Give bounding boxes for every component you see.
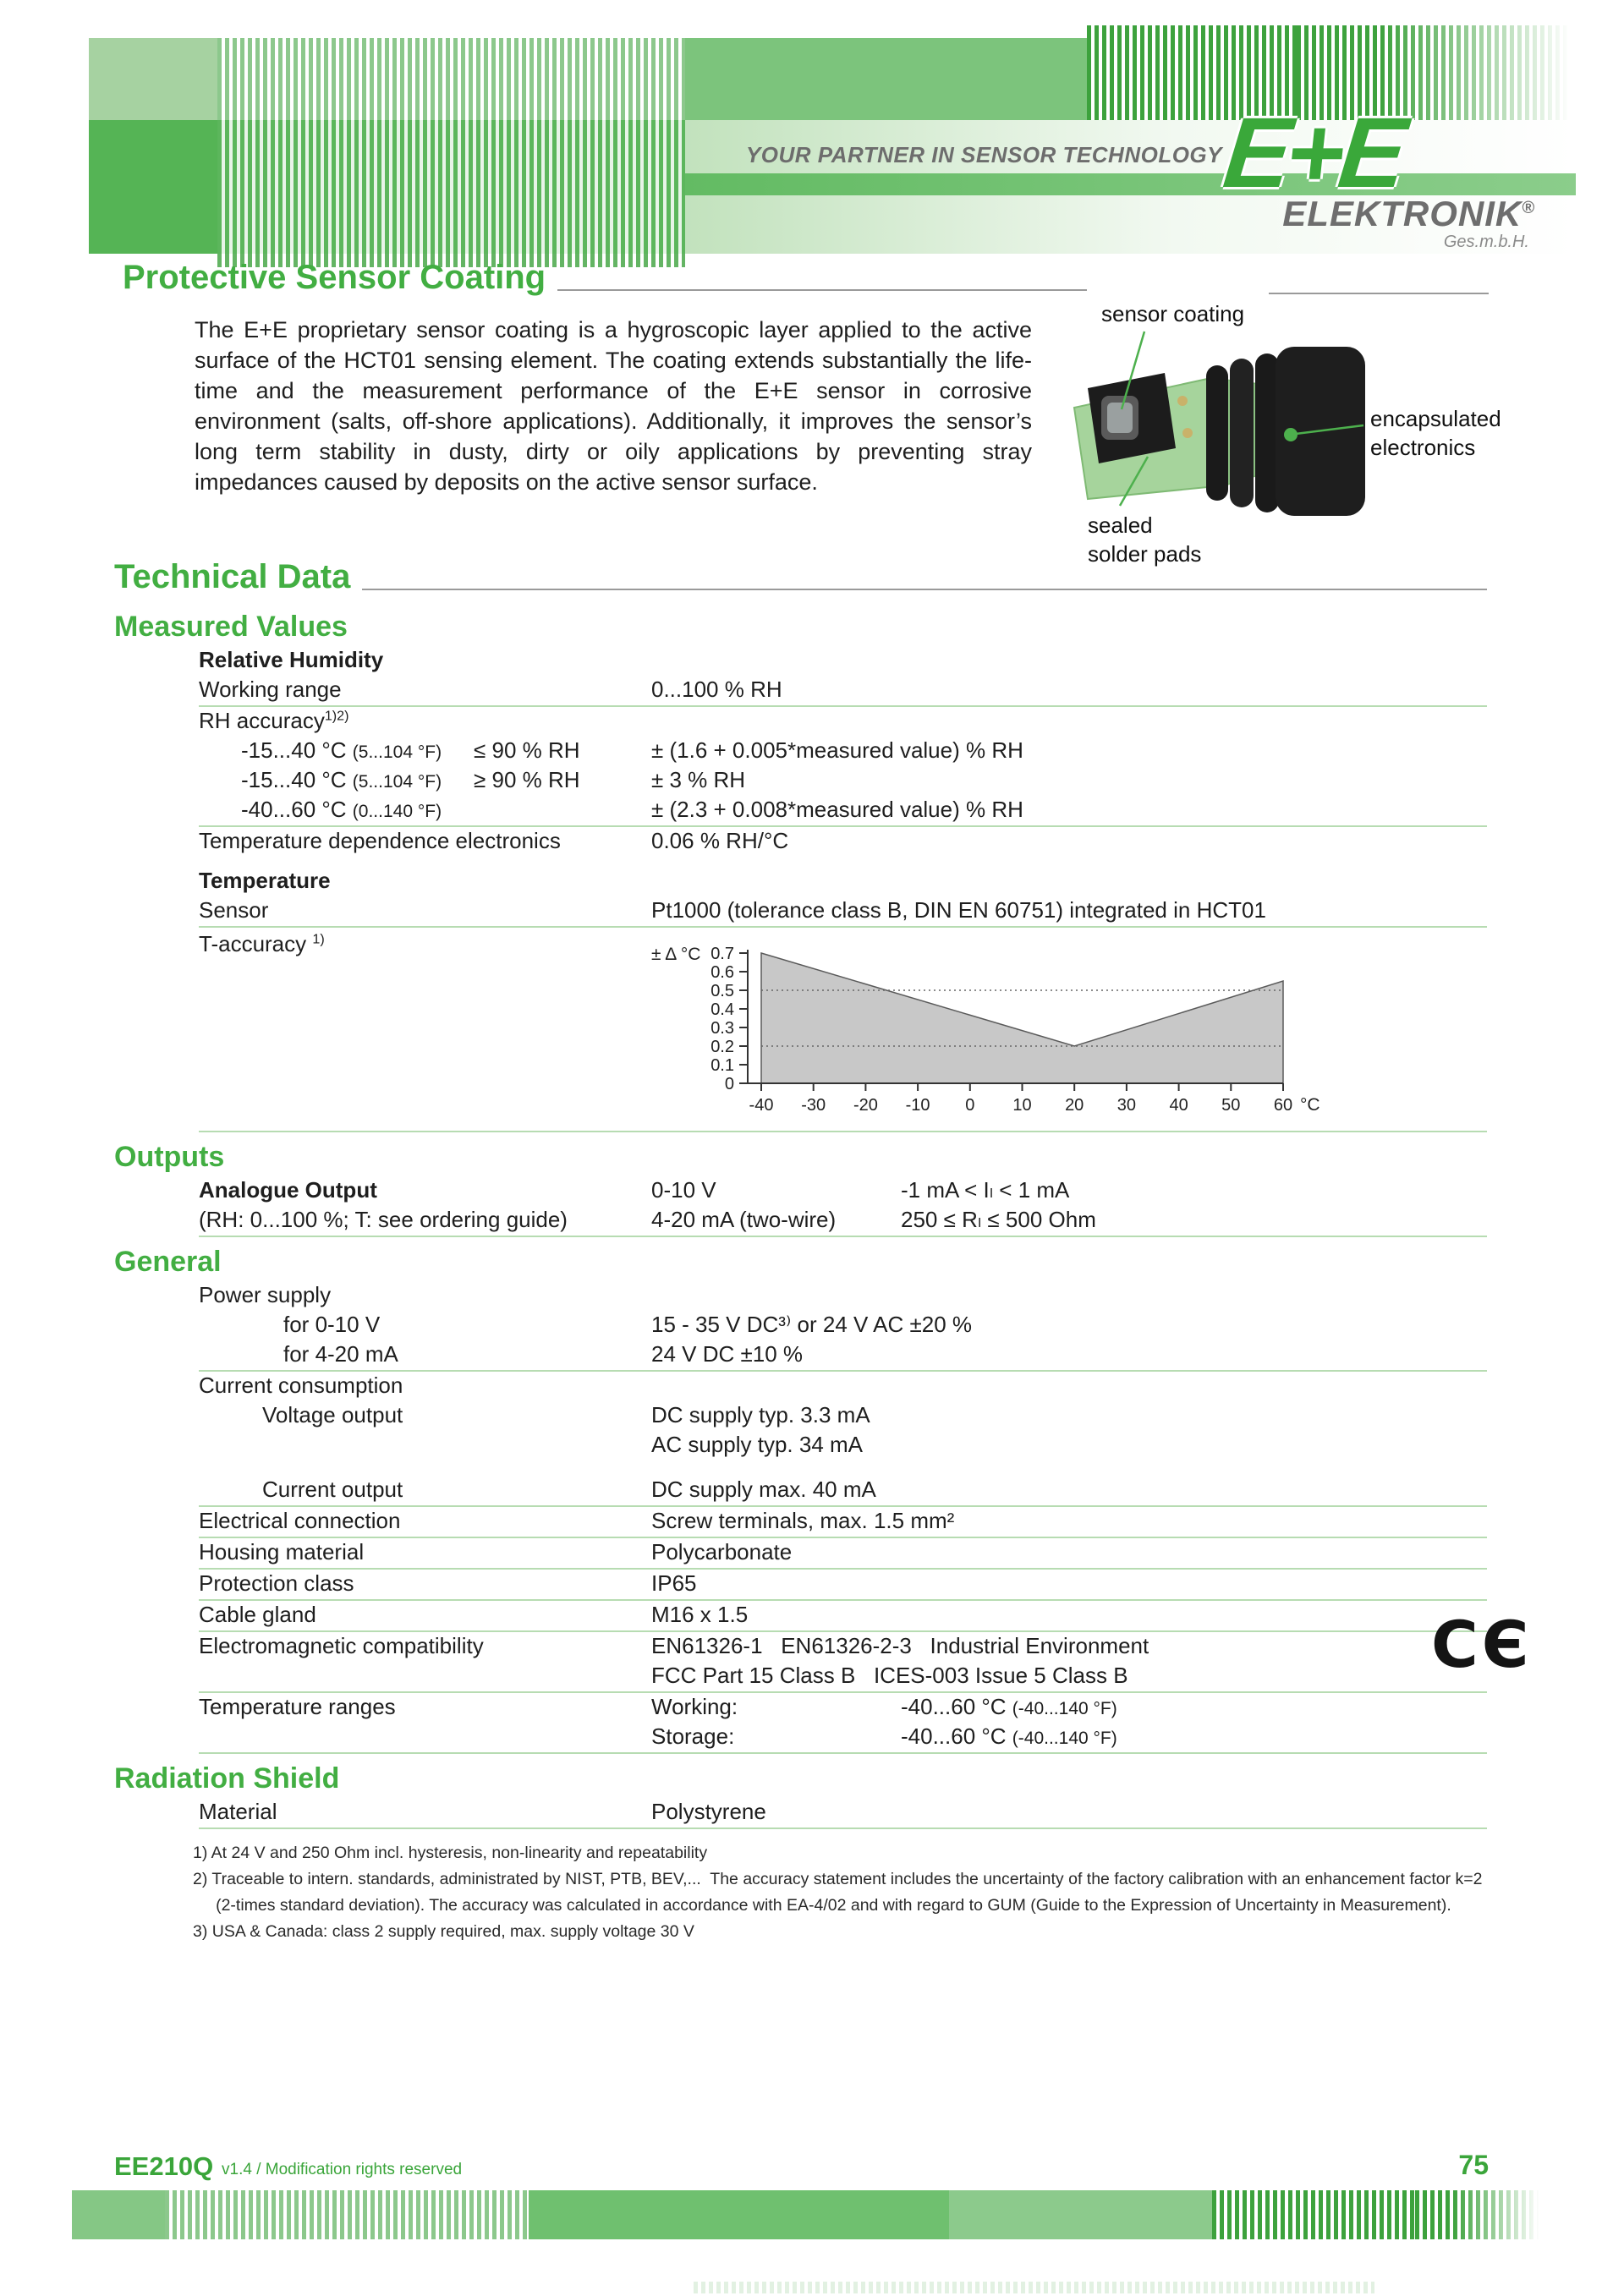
spec-value: 0.06 % RH/°C bbox=[651, 828, 789, 853]
spec-value-2: -1 mA < Iₗ < 1 mA bbox=[901, 1177, 1070, 1203]
coating-title-rule bbox=[557, 289, 1087, 291]
ee-logo: E+E bbox=[1219, 97, 1407, 209]
spec-value: AC supply typ. 34 mA bbox=[651, 1432, 863, 1457]
footer-bar-block bbox=[949, 2190, 1212, 2239]
spec-row bbox=[199, 737, 1487, 766]
footer-version: v1.4 / Modification rights reserved bbox=[222, 2161, 463, 2178]
spec-value: Polystyrene bbox=[651, 1799, 766, 1824]
superscript-note-ref: 1)2) bbox=[324, 708, 349, 724]
registered-mark: ® bbox=[1522, 199, 1535, 217]
solder-pad bbox=[1177, 396, 1188, 406]
spec-value-2: -40...60 °C (-40...140 °F) bbox=[901, 1694, 1117, 1719]
spec-label: (RH: 0...100 %; T: see ordering guide) bbox=[199, 1207, 568, 1232]
spec-row bbox=[199, 896, 1487, 928]
spec-row bbox=[199, 1401, 1487, 1431]
spec-value: 0...100 % RH bbox=[651, 677, 782, 702]
spec-table bbox=[0, 602, 1624, 1829]
encapsulated-label-1: encapsulated bbox=[1370, 406, 1501, 431]
spec-value: ± (2.3 + 0.008*measured value) % RH bbox=[651, 797, 1023, 822]
section-heading: Radiation Shield bbox=[114, 1762, 340, 1795]
spec-row bbox=[199, 1206, 1487, 1237]
spec-row bbox=[199, 1340, 1487, 1372]
spec-label: Voltage output bbox=[262, 1402, 403, 1427]
spec-label: Analogue Output bbox=[199, 1177, 377, 1203]
spec-row bbox=[199, 766, 1487, 796]
header-green-band bbox=[685, 173, 1576, 195]
small-text: (5...104 °F) bbox=[352, 772, 442, 792]
spec-row bbox=[199, 796, 1487, 827]
footnote-line: (2-times standard deviation). The accuracy was calculated in accordance with EA-4/02 and with regard to GUM (Guide to the Expression of Uncertainty in Measurement). bbox=[193, 1896, 1451, 1915]
spec-label: Temperature ranges bbox=[199, 1694, 396, 1719]
spec-row bbox=[199, 867, 1487, 896]
footnote-line: 1) At 24 V and 250 Ohm incl. hysteresis, non-linearity and repeatability bbox=[193, 1844, 708, 1862]
spec-label: Current output bbox=[262, 1477, 403, 1502]
y-tick-label: 0.2 bbox=[710, 1038, 734, 1056]
technical-data-title: Technical Data bbox=[114, 558, 351, 595]
footer-bar-block bbox=[529, 2190, 949, 2239]
header-stripe-field-bottom bbox=[217, 120, 685, 254]
spec-row bbox=[199, 707, 1487, 737]
spacer bbox=[0, 857, 1624, 867]
spec-row bbox=[199, 646, 1487, 676]
spec-value-2: -40...60 °C (-40...140 °F) bbox=[901, 1723, 1117, 1749]
ce-mark-icon: CЄ bbox=[1431, 1607, 1533, 1682]
y-tick-label: 0.6 bbox=[710, 963, 734, 982]
spec-label: Protection class bbox=[199, 1570, 354, 1596]
bellows-ring bbox=[1206, 365, 1228, 501]
spec-label: -40...60 °C (0...140 °F) bbox=[241, 797, 442, 822]
x-tick-label: 10 bbox=[1012, 1096, 1032, 1115]
x-axis-unit: °C bbox=[1300, 1095, 1320, 1115]
spec-row bbox=[199, 1693, 1487, 1723]
x-tick-label: 60 bbox=[1273, 1096, 1293, 1115]
spec-value: Screw terminals, max. 1.5 mm² bbox=[651, 1508, 955, 1533]
footnote-line: 2) Traceable to intern. standards, administrated by NIST, PTB, BEV,... The accuracy statement includes the uncertainty of the factory calibration with an enhancement factor k=2 bbox=[193, 1870, 1483, 1888]
spec-label: Relative Humidity bbox=[199, 647, 384, 672]
x-tick-label: 0 bbox=[965, 1096, 975, 1115]
spec-row bbox=[199, 1281, 1487, 1311]
spec-row bbox=[199, 676, 1487, 707]
section-heading-row bbox=[0, 1237, 1624, 1281]
small-text: (5...104 °F) bbox=[352, 743, 442, 762]
bellows-ring bbox=[1255, 353, 1279, 512]
accuracy-area bbox=[761, 953, 1283, 1083]
section-heading: Outputs bbox=[114, 1141, 225, 1173]
spec-row bbox=[199, 1476, 1487, 1507]
spec-label: -15...40 °C (5...104 °F) bbox=[241, 767, 442, 792]
coating-paragraph: The E+E proprietary sensor coating is a hygroscopic layer applied to the active surface of the HCT01 sensing element. The coating extends substantially the life-time and the measurement performance of the E+E sensor in corrosive environment (salts, off-shore applications). Additionally, it improves the sensor’s long term stability in dusty, dirty or oily applications by preventing stray impedances caused by deposits on the active sensor surface. bbox=[195, 317, 1032, 495]
spec-value: Working: bbox=[651, 1694, 738, 1719]
y-axis-label: ± Δ °C bbox=[651, 945, 701, 964]
footer-page-number: 75 bbox=[1458, 2150, 1489, 2180]
header-block-medium bbox=[685, 38, 1089, 120]
sealed-label-1: sealed bbox=[1088, 512, 1153, 538]
spec-row bbox=[199, 1632, 1487, 1662]
footnote-line: 3) USA & Canada: class 2 supply required, max. supply voltage 30 V bbox=[193, 1922, 694, 1941]
encapsulated-label-2: electronics bbox=[1370, 435, 1476, 460]
spec-value: 24 V DC ±10 % bbox=[651, 1341, 804, 1367]
x-tick-label: 40 bbox=[1169, 1096, 1188, 1115]
section-heading-row bbox=[0, 602, 1624, 646]
section-heading-row bbox=[0, 1754, 1624, 1798]
x-tick-label: 50 bbox=[1221, 1096, 1241, 1115]
x-tick-label: -10 bbox=[905, 1096, 930, 1115]
chart-row bbox=[199, 928, 1487, 1132]
spec-value: 15 - 35 V DC³⁾ or 24 V AC ±20 % bbox=[651, 1312, 973, 1337]
spec-label: Sensor bbox=[199, 897, 269, 923]
section-heading: General bbox=[114, 1246, 222, 1278]
sealed-label-2: solder pads bbox=[1088, 541, 1202, 567]
header-tagline: YOUR PARTNER IN SENSOR TECHNOLOGY bbox=[745, 142, 1222, 167]
t-accuracy-chart bbox=[645, 940, 1355, 1141]
spec-label: Current consumption bbox=[199, 1373, 403, 1398]
coating-title: Protective Sensor Coating bbox=[123, 259, 546, 296]
x-tick-label: -20 bbox=[853, 1096, 878, 1115]
bellows-ring bbox=[1230, 359, 1254, 507]
x-tick-label: 30 bbox=[1116, 1096, 1137, 1115]
header-band bbox=[0, 0, 1624, 279]
spec-row bbox=[199, 1570, 1487, 1601]
spec-row bbox=[199, 1372, 1487, 1401]
footer-bar-stripes bbox=[165, 2190, 529, 2239]
spec-label: for 4-20 mA bbox=[283, 1341, 398, 1367]
x-tick-label: -40 bbox=[749, 1096, 774, 1115]
header-block-bright bbox=[89, 120, 217, 254]
spec-label: Temperature bbox=[199, 868, 331, 893]
spec-value: ± (1.6 + 0.005*measured value) % RH bbox=[651, 737, 1023, 763]
y-tick-label: 0 bbox=[724, 1075, 734, 1093]
footer-model: EE210Q bbox=[114, 2151, 214, 2181]
x-tick-label: -30 bbox=[801, 1096, 826, 1115]
spec-value: 0-10 V bbox=[651, 1177, 716, 1203]
spec-label: Housing material bbox=[199, 1539, 365, 1564]
spec-value: Polycarbonate bbox=[651, 1539, 793, 1564]
spec-label: Material bbox=[199, 1799, 277, 1824]
chip-window-inner bbox=[1107, 403, 1133, 433]
spec-label: Electrical connection bbox=[199, 1508, 401, 1533]
spec-row bbox=[199, 1538, 1487, 1570]
spec-label: -15...40 °C (5...104 °F) bbox=[241, 737, 442, 763]
spacer bbox=[0, 1460, 1624, 1476]
elektronik-text: ELEKTRONIK bbox=[1282, 194, 1522, 233]
coating-heading-row bbox=[123, 260, 1087, 294]
solder-pad bbox=[1182, 428, 1193, 438]
y-tick-label: 0.4 bbox=[710, 1000, 734, 1019]
spec-label: Power supply bbox=[199, 1282, 332, 1307]
footer-bar-stripes-fade bbox=[1415, 2190, 1542, 2239]
spec-value: ± 3 % RH bbox=[651, 767, 746, 792]
y-tick-label: 0.1 bbox=[710, 1056, 734, 1075]
footer-bar bbox=[0, 2190, 1624, 2239]
spec-value-2: 250 ≤ Rₗ ≤ 500 Ohm bbox=[901, 1207, 1096, 1232]
spec-value: FCC Part 15 Class B ICES-003 Issue 5 Class B bbox=[651, 1663, 1128, 1688]
footnotes bbox=[193, 1840, 1512, 1945]
spec-row bbox=[199, 1601, 1487, 1632]
y-tick-label: 0.5 bbox=[710, 982, 734, 1000]
elektronik-wordmark bbox=[1226, 196, 1535, 232]
sensor-photo bbox=[1049, 298, 1624, 585]
spec-row bbox=[199, 1723, 1487, 1754]
spec-row bbox=[199, 827, 1487, 857]
spec-value: DC supply typ. 3.3 mA bbox=[651, 1402, 870, 1427]
superscript-note-ref: 1) bbox=[312, 931, 325, 947]
spec-row bbox=[199, 1311, 1487, 1340]
spec-row bbox=[199, 1662, 1487, 1693]
electronics-dot bbox=[1284, 428, 1298, 441]
spec-label: Cable gland bbox=[199, 1602, 316, 1627]
spec-row bbox=[199, 1798, 1487, 1829]
spec-condition: ≥ 90 % RH bbox=[474, 767, 580, 792]
technical-data-rule bbox=[362, 589, 1487, 590]
spec-label: Working range bbox=[199, 677, 342, 702]
footer bbox=[0, 2146, 1624, 2296]
small-text: (0...140 °F) bbox=[352, 802, 442, 821]
small-text: (-40...140 °F) bbox=[1012, 1729, 1117, 1748]
coating-title-rule-right bbox=[1269, 293, 1489, 294]
spec-label: for 0-10 V bbox=[283, 1312, 381, 1337]
header-block-light bbox=[89, 38, 217, 120]
y-tick-label: 0.3 bbox=[710, 1019, 734, 1038]
x-tick-label: 20 bbox=[1065, 1096, 1084, 1115]
section-heading: Measured Values bbox=[114, 611, 348, 643]
spec-label: T-accuracy $^{1)}$ bbox=[199, 931, 325, 956]
footer-bar-stripes-dark bbox=[1212, 2190, 1415, 2239]
spec-label: RH accuracy$^{1)2)}$ bbox=[199, 708, 349, 733]
spec-value: Storage: bbox=[651, 1723, 735, 1749]
spec-value: EN61326-1 EN61326-2-3 Industrial Environment bbox=[651, 1633, 1149, 1658]
technical-heading-row bbox=[114, 560, 1487, 594]
sensor-coating-label: sensor coating bbox=[1101, 301, 1245, 326]
spec-label: Electromagnetic compatibility bbox=[199, 1633, 484, 1658]
section-heading-row bbox=[0, 1132, 1624, 1176]
spec-row bbox=[199, 1507, 1487, 1538]
gesmbh-text: Ges.m.b.H. bbox=[1443, 233, 1529, 251]
spec-value: Pt1000 (tolerance class B, DIN EN 60751) integrated in HCT01 bbox=[651, 897, 1266, 923]
spec-value: 4-20 mA (two-wire) bbox=[651, 1207, 837, 1232]
spec-condition: ≤ 90 % RH bbox=[474, 737, 580, 763]
spec-value: M16 x 1.5 bbox=[651, 1602, 749, 1627]
spec-value: IP65 bbox=[651, 1570, 697, 1596]
footer-bar-block bbox=[72, 2190, 165, 2239]
spec-label: Temperature dependence electronics bbox=[199, 828, 561, 853]
spec-value: DC supply max. 40 mA bbox=[651, 1477, 876, 1502]
header-stripe-field-top bbox=[217, 38, 685, 120]
spec-row bbox=[199, 1176, 1487, 1206]
spec-row bbox=[199, 1431, 1487, 1460]
y-tick-label: 0.7 bbox=[710, 945, 734, 963]
small-text: (-40...140 °F) bbox=[1012, 1699, 1117, 1718]
footer-faint-stripes bbox=[694, 2282, 1374, 2293]
